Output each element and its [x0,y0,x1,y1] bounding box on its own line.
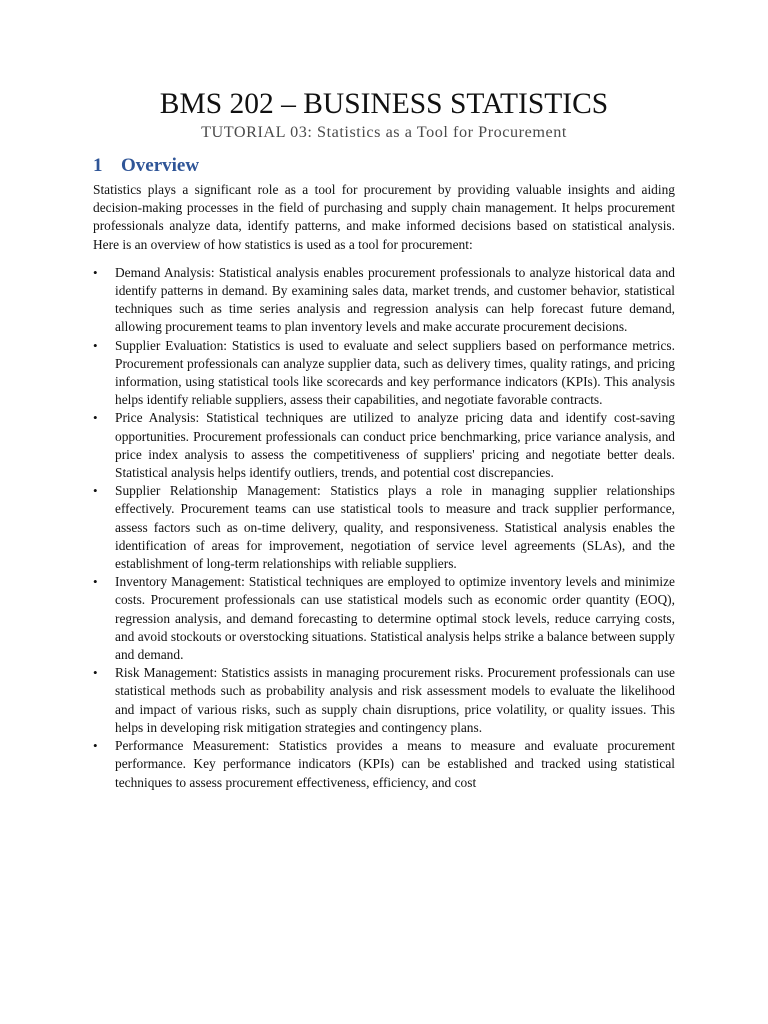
document-page [93,86,675,792]
bullet-text: Inventory Management: Statistical techniques are employed to optimize inventory levels and minimize costs. Procurement professionals can use statistical models such as economic order quantity (EOQ), regression analysis, and demand forecasting to determine optimal stock levels, reduce carrying costs, and avoid stockouts or overstocking situations. Statistical analysis helps strike a balance between supply and demand. [115,574,675,663]
bullet-item-supplier-evaluation [93,337,675,410]
intro-paragraph: Statistics plays a significant role as a tool for procurement by providing valuable insights and aiding decision-making processes in the field of purchasing and supply chain management. It helps procurement professionals analyze data, identify patterns, and make informed decisions based on statistical analysis. Here is an overview of how statistics is used as a tool for procurement: [93,182,675,252]
bullet-icon: • [93,665,98,681]
section-number: 1 [93,155,103,176]
bullet-icon: • [93,264,98,280]
section-heading-text: Overview [121,155,200,176]
bullet-icon: • [93,337,98,353]
bullet-item-price-analysis [93,409,675,482]
bullet-text: Price Analysis: Statistical techniques are utilized to analyze pricing data and identify cost-saving opportunities. Procurement professionals can conduct price benchmarking, price variance analysis, and price index analysis to assess the competitiveness of suppliers' pricing and negotiate better deals. Statistical analysis helps identify outliers, trends, and potential cost discrepancies. [115,410,675,481]
bullet-text: Supplier Relationship Management: Statistics plays a role in managing supplier relationships effectively. Procurement teams can use statistical tools to measure and track supplier performance, assess factors such as on-time delivery, quality, and responsiveness. Statistical analysis enables the identification of areas for improvement, negotiation of service level agreements (SLAs), and the establishment of long-term relationships with reliable suppliers. [115,483,675,572]
bullet-item-supplier-relationship [93,482,675,573]
bullet-text: Risk Management: Statistics assists in managing procurement risks. Procurement professionals can use statistical methods such as probability analysis and risk assessment models to evaluate the likelihood and impact of various risks, such as supply chain disruptions, price volatility, or quality issues. This helps in developing risk mitigation strategies and contingency plans. [115,665,675,735]
document-subtitle: TUTORIAL 03: Statistics as a Tool for Procurement [201,123,567,141]
bullet-item-inventory-management [93,573,675,664]
bullet-list [93,264,675,792]
bullet-icon: • [93,574,98,590]
bullet-item-risk-management [93,664,675,737]
bullet-item-demand-analysis [93,264,675,337]
bullet-text: Performance Measurement: Statistics provides a means to measure and evaluate procurement performance. Key performance indicators (KPIs) can be established and tracked using statistical techniques to assess procurement effectiveness, efficiency, and cost [115,738,675,790]
bullet-icon: • [93,738,98,754]
document-title: BMS 202 – BUSINESS STATISTICS [159,88,609,120]
section-heading [93,154,675,178]
bullet-text: Supplier Evaluation: Statistics is used to evaluate and select suppliers based on performance metrics. Procurement professionals can analyze supplier data, such as delivery times, quality ratings, and pricing information, using statistical tools like scorecards and key performance indicators (KPIs). This analysis helps identify reliable suppliers, assess their capabilities, and negotiate favorable contracts. [115,337,675,408]
bullet-icon: • [93,410,98,426]
bullet-item-performance-measurement [93,737,675,792]
bullet-text: Demand Analysis: Statistical analysis enables procurement professionals to analyze historical data and identify patterns in demand. By examining sales data, market trends, and customer behavior, statistical techniques such as time series analysis and regression analysis can help forecast future demand, allowing procurement teams to plan inventory levels and make accurate procurement decisions. [115,264,675,335]
bullet-icon: • [93,483,98,499]
